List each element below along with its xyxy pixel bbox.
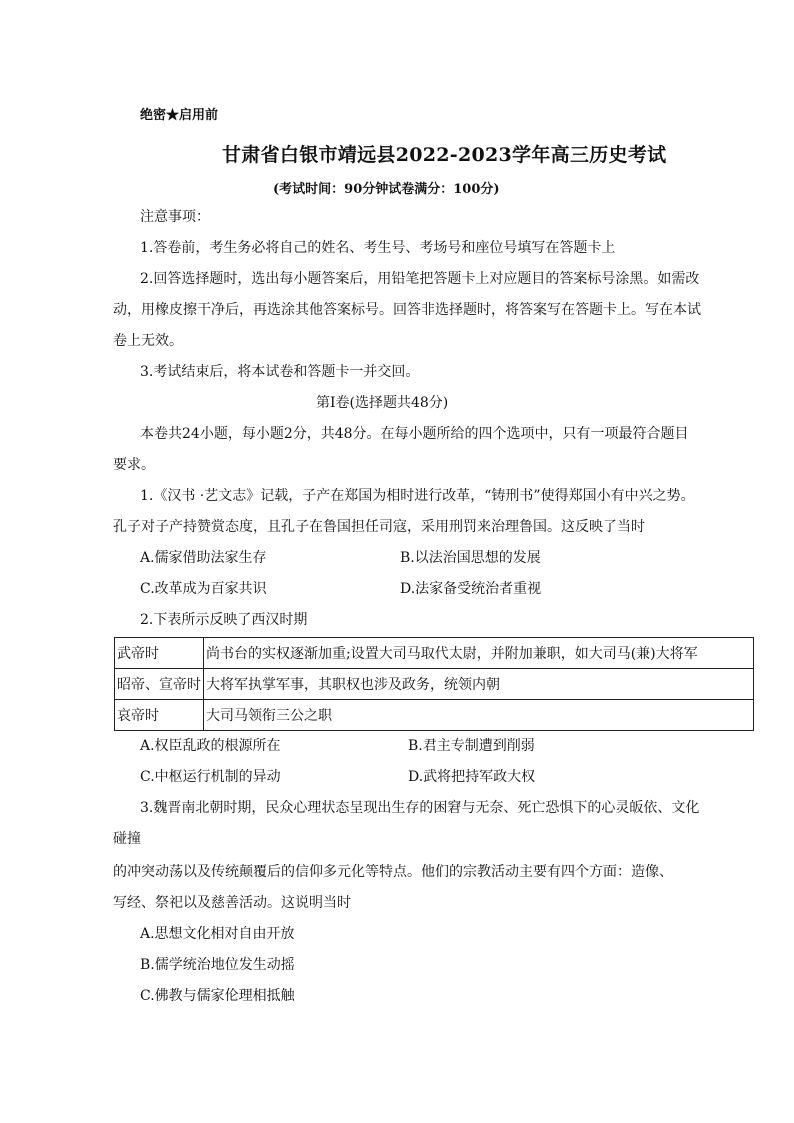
q1-option-c: C.改革成为百家共识 — [140, 581, 267, 597]
q3-option-c: C.佛教与儒家伦理相抵触 — [140, 988, 295, 1004]
note-2-line-1: 2.回答选择题时，选出每小题答案后，用铅笔把答题卡上对应题目的答案标号涂黑。如需改 — [140, 271, 700, 287]
q3-stem-line-3: 的冲突动荡以及传统颠覆后的信仰多元化等特点。他们的宗教活动主要有四个方面：造像、 — [113, 864, 673, 880]
q3-stem-line-2: 碰撞 — [113, 831, 141, 847]
notes-heading: 注意事项： — [140, 209, 210, 225]
q2-stem: 2.下表所示反映了西汉时期 — [140, 612, 308, 628]
table-cell-period: 武帝时 — [115, 638, 204, 669]
table-cell-desc: 大司马领衔三公之职 — [204, 700, 754, 731]
q3-stem-line-4: 写经、祭祀以及慈善活动。这说明当时 — [113, 895, 351, 911]
note-2-line-3: 卷上无效。 — [113, 333, 183, 349]
section-title: 第Ⅰ卷(选择题共48分) — [316, 395, 449, 411]
table-cell-desc: 尚书台的实权逐渐加重;设置大司马取代太尉，并附加兼职，如大司马(兼)大将军 — [204, 638, 754, 669]
section-intro-line-1: 本卷共24小题，每小题2分，共48分。在每小题所给的四个选项中，只有一项最符合题目 — [140, 426, 689, 442]
table-cell-period: 昭帝、宣帝时 — [115, 669, 204, 700]
q2-option-c: C.中枢运行机制的异动 — [140, 769, 281, 785]
section-intro-line-2: 要求。 — [113, 457, 155, 473]
q3-stem-line-1: 3.魏晋南北朝时期，民众心理状态呈现出生存的困窘与无奈、死亡恐惧下的心灵皈依、文化 — [140, 800, 700, 816]
q1-option-a: A.儒家借助法家生存 — [140, 550, 267, 566]
table-row — [115, 669, 754, 700]
note-3: 3.考试结束后，将本试卷和答题卡一并交回。 — [140, 364, 420, 380]
q2-option-a: A.权臣乱政的根源所在 — [140, 738, 281, 754]
table-cell-desc: 大将军执掌军事，其职权也涉及政务，统领内朝 — [204, 669, 754, 700]
q2-table — [114, 637, 754, 731]
q2-option-d: D.武将把持军政大权 — [408, 769, 536, 785]
q3-option-a: A.思想文化相对自由开放 — [140, 926, 295, 942]
q1-option-b: B.以法治国思想的发展 — [400, 550, 541, 566]
table-cell-period: 哀帝时 — [115, 700, 204, 731]
q1-stem-line-1: 1.《汉书 ·艺文志》记载，子产在郑国为相时进行改革，“铸刑书”使得郑国小有中兴之势。 — [140, 488, 695, 504]
q2-option-b: B.君主专制遭到削弱 — [408, 738, 535, 754]
table-row — [115, 638, 754, 669]
exam-title: 甘肃省白银市靖远县2022-2023学年高三历史考试 — [222, 144, 667, 166]
note-1: 1.答卷前，考生务必将自己的姓名、考生号、考场号和座位号填写在答题卡上 — [140, 240, 616, 256]
q1-option-d: D.法家备受统治者重视 — [400, 581, 542, 597]
table-row — [115, 700, 754, 731]
q1-stem-line-2: 孔子对子产持赞赏态度，且孔子在鲁国担任司寇，采用刑罚来治理鲁国。这反映了当时 — [113, 519, 645, 535]
confidential-label: 绝密★启用前 — [140, 108, 219, 123]
note-2-line-2: 动，用橡皮擦干净后，再选涂其他答案标号。回答非选择题时，将答案写在答题卡上。写在本试 — [113, 302, 701, 318]
q3-option-b: B.儒学统治地位发生动摇 — [140, 957, 295, 973]
exam-subtitle: (考试时间：90分钟试卷满分：100分) — [273, 182, 500, 197]
